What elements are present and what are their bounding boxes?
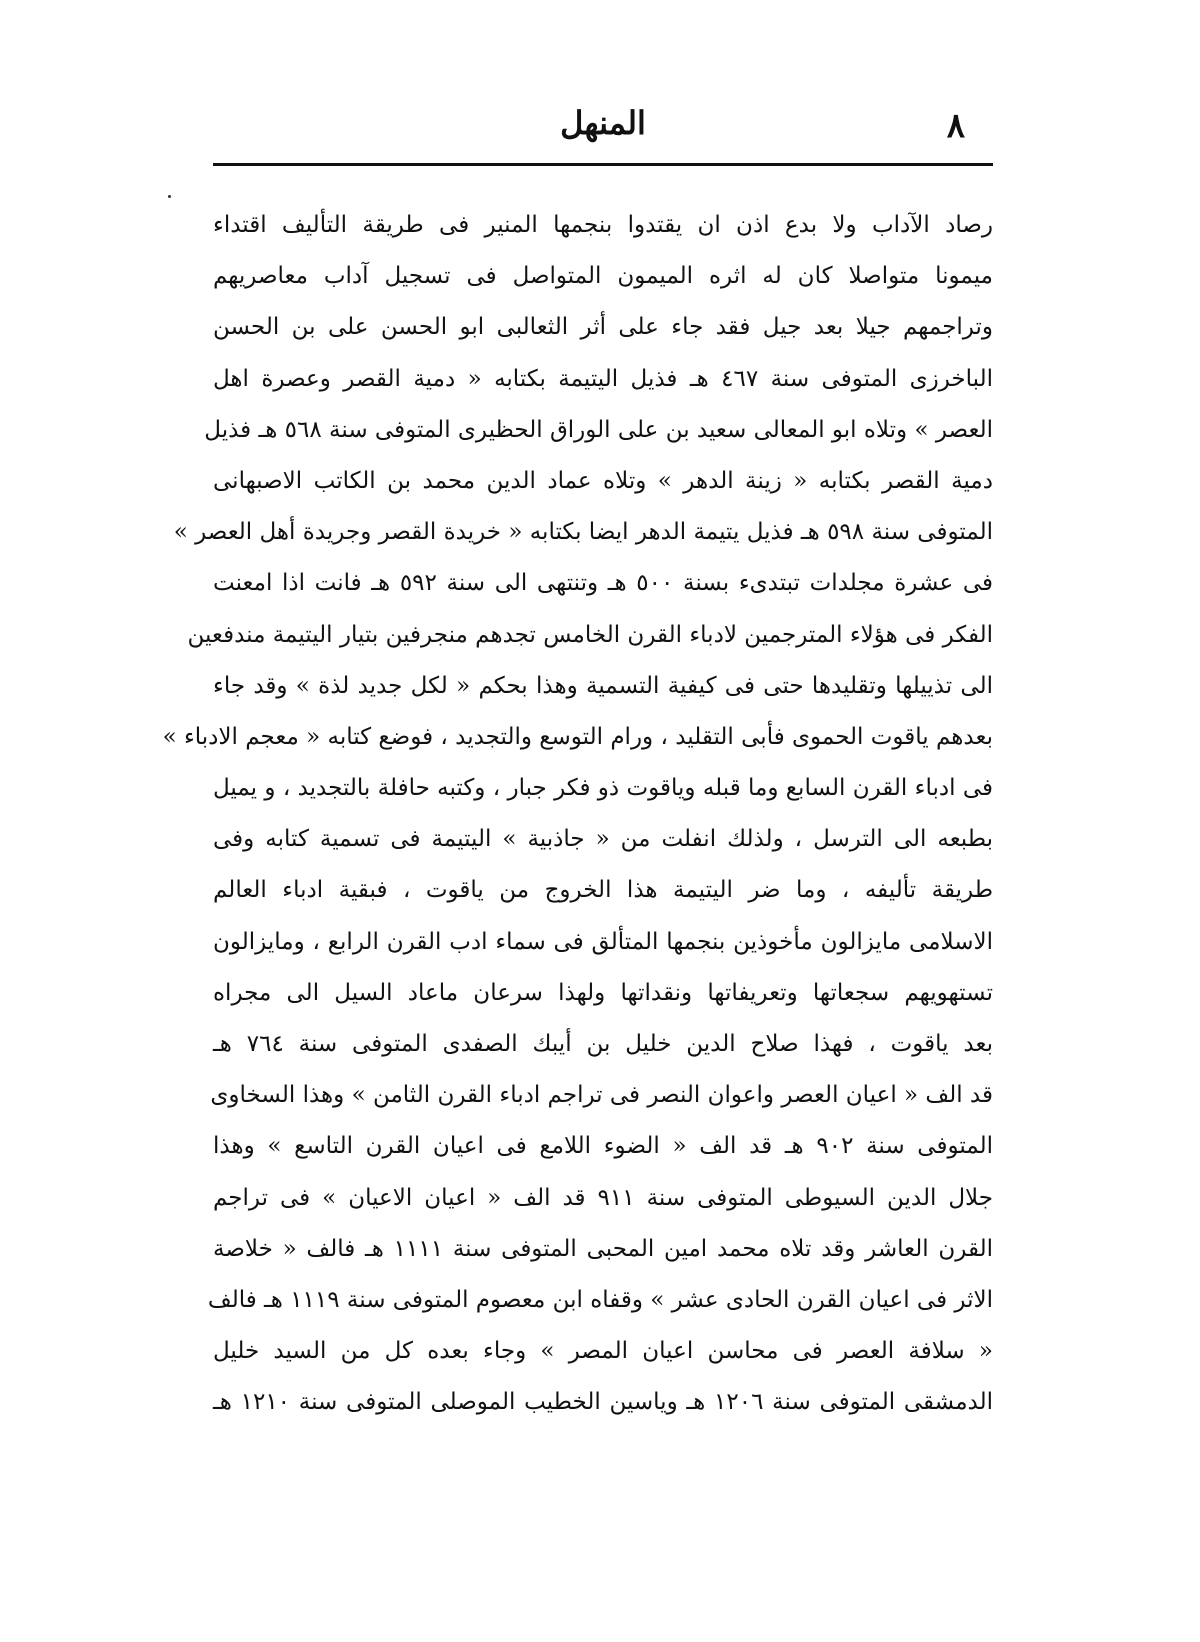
page-number: ٨: [946, 106, 965, 146]
text-line: دمية القصر بكتابه « زينة الدهر » وتلاه عماد الدين محمد بن الكاتب الاصبهانى: [213, 467, 993, 494]
text-line: الى تذييلها وتقليدها حتى فى كيفية التسمية وهذا بحكم « لكل جديد لذة » وقد جاء: [213, 672, 993, 699]
text-line: العصر » وتلاه ابو المعالى سعيد بن على الوراق الحظيرى المتوفى سنة ٥٦٨ هـ فذيل: [204, 416, 993, 443]
text-line: الدمشقى المتوفى سنة ١٢٠٦ هـ وياسين الخطيب الموصلى المتوفى سنة ١٢١٠ هـ: [213, 1389, 993, 1416]
text-line: رصاد الآداب ولا بدع اذن ان يقتدوا بنجمها المنير فى طريقة التأليف اقتداء: [213, 212, 993, 238]
text-line: تستهويهم سجعاتها وتعريفاتها ونقداتها ولهذا سرعان ماعاد السيل الى مجراه: [213, 979, 993, 1006]
header-rule: [213, 163, 993, 166]
text-line: الاسلامى مايزالون مأخوذين بنجمها المتألق فى سماء ادب القرن الرابع ، ومايزالون: [213, 928, 993, 955]
text-line: المتوفى سنة ٩٠٢ هـ قد الف « الضوء اللامع فى اعيان القرن التاسع » وهذا: [213, 1133, 993, 1160]
text-line: الاثر فى اعيان القرن الحادى عشر » وقفاه ابن معصوم المتوفى سنة ١١١٩ هـ فالف: [207, 1286, 993, 1313]
text-line: قد الف « اعيان العصر واعوان النصر فى تراجم ادباء القرن الثامن » وهذا السخاوى: [210, 1082, 993, 1109]
text-line: جلال الدين السيوطى المتوفى سنة ٩١١ قد الف « اعيان الاعيان » فى تراجم: [213, 1184, 993, 1211]
body-text: [162, 200, 994, 1429]
text-line: « سلافة العصر فى محاسن اعيان المصر » وجاء بعده كل من السيد خليل: [213, 1338, 993, 1365]
text-line: فى عشرة مجلدات تبتدىء بسنة ٥٠٠ هـ وتنتهى الى سنة ٥٩٢ هـ فانت اذا امعنت: [213, 570, 994, 597]
text-line: القرن العاشر وقد تلاه محمد امين المحبى المتوفى سنة ١١١١ هـ فالف « خلاصة: [213, 1235, 993, 1262]
text-line: بعدهم ياقوت الحموى فأبى التقليد ، ورام التوسع والتجديد ، فوضع كتابه « معجم الادباء »: [162, 723, 993, 750]
text-line: بعد ياقوت ، فهذا صلاح الدين خليل بن أيبك الصفدى المتوفى سنة ٧٦٤ هـ: [213, 1031, 993, 1057]
text-line: ميمونا متواصلا كان له اثره الميمون المتواصل فى تسجيل آداب معاصريهم: [213, 263, 993, 290]
text-line: فى ادباء القرن السابع وما قبله وياقوت ذو فكر جبار ، وكتبه حافلة بالتجديد ، و يميل: [213, 775, 993, 802]
running-title: المنهل: [560, 104, 646, 142]
margin-speck: [168, 195, 171, 198]
text-line: الباخرزى المتوفى سنة ٤٦٧ هـ فذيل اليتيمة بكتابه « دمية القصر وعصرة اهل: [213, 365, 993, 392]
text-line: المتوفى سنة ٥٩٨ هـ فذيل يتيمة الدهر ايضا بكتابه « خريدة القصر وجريدة أهل العصر »: [173, 519, 993, 546]
page-header: [213, 98, 993, 160]
text-line: الفكر فى هؤلاء المترجمين لادباء القرن الخامس تجدهم منجرفين بتيار اليتيمة مندفعين: [187, 621, 993, 648]
text-line: طريقة تأليفه ، وما ضر اليتيمة هذا الخروج من ياقوت ، فبقية ادباء العالم: [213, 877, 993, 904]
text-line: بطبعه الى الترسل ، ولذلك انفلت من « جاذبية » اليتيمة فى تسمية كتابه وفى: [213, 826, 993, 853]
text-line: وتراجمهم جيلا بعد جيل فقد جاء على أثر الثعالبى ابو الحسن على بن الحسن: [213, 314, 993, 341]
